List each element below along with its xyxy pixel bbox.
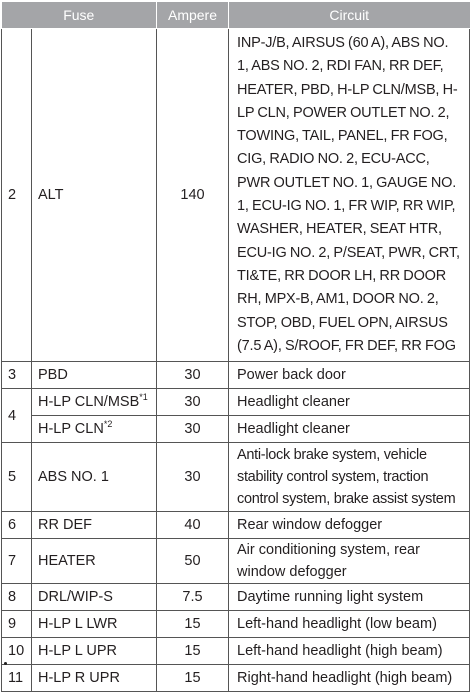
fuse-ampere: 30 [157,389,229,416]
table-header-row [2,2,470,29]
fuse-number: 8 [2,584,32,611]
fuse-circuit: Daytime running light system [229,584,470,611]
fuse-ampere: 15 [157,611,229,638]
table-row [2,584,470,611]
header-fuse: Fuse [2,2,157,29]
table-row [2,389,470,416]
fuse-name: H-LP L LWR [32,611,157,638]
fuse-name [32,389,157,416]
table-row [2,416,470,443]
table-row [2,29,470,362]
footnote-marker: *2 [103,419,113,430]
fuse-number: 6 [2,512,32,539]
fuse-ampere: 50 [157,539,229,584]
fuse-circuit: Left-hand headlight (low beam) [229,611,470,638]
fuse-name-text: H-LP CLN [38,421,104,438]
fuse-number: 9 [2,611,32,638]
fuse-number: 3 [2,362,32,389]
page-edge-mark [4,662,7,665]
fuse-ampere: 15 [157,638,229,665]
fuse-circuit: Right-hand headlight (high beam) [229,665,470,692]
table-row [2,443,470,512]
fuse-number: 11 [2,665,32,692]
fuse-ampere: 30 [157,362,229,389]
table-row [2,611,470,638]
fuse-ampere: 15 [157,665,229,692]
fuse-name: H-LP R UPR [32,665,157,692]
fuse-number: 10 [2,638,32,665]
fuse-name: DRL/WIP-S [32,584,157,611]
table-row [2,539,470,584]
fuse-circuit: Air conditioning system, rear window defogger [229,539,470,584]
table-row [2,512,470,539]
fuse-circuit: Headlight cleaner [229,389,470,416]
fuse-name: ALT [32,29,157,362]
fuse-name: PBD [32,362,157,389]
fuse-circuit: Anti-lock brake system, vehicle stability control system, traction control system, brake assist system [229,443,470,512]
table-row [2,665,470,692]
fuse-name-text: H-LP CLN/MSB [38,394,140,411]
fuse-number: 4 [2,389,32,443]
fuse-name: HEATER [32,539,157,584]
fuse-circuit: Headlight cleaner [229,416,470,443]
fuse-circuit: Left-hand headlight (high beam) [229,638,470,665]
fuse-circuit: Power back door [229,362,470,389]
footnote-marker: *1 [139,392,148,403]
fuse-ampere: 40 [157,512,229,539]
fuse-ampere: 30 [157,443,229,512]
fuse-ampere: 140 [157,29,229,362]
fuse-number: 2 [2,29,32,362]
fuse-name [32,416,157,443]
header-ampere: Ampere [157,2,229,29]
fuse-name: H-LP L UPR [32,638,157,665]
fuse-number: 7 [2,539,32,584]
table-row [2,362,470,389]
fuse-name: RR DEF [32,512,157,539]
header-circuit: Circuit [229,2,470,29]
fuse-circuit: Rear window defogger [229,512,470,539]
fuse-name: ABS NO. 1 [32,443,157,512]
fuse-table [1,2,470,692]
fuse-ampere: 7.5 [157,584,229,611]
fuse-circuit: INP-J/B, AIRSUS (60 A), ABS NO. 1, ABS NO. 2, RDI FAN, RR DEF, HEATER, PBD, H-LP CLN/MSB, H-LP CLN, POWER OUTLET NO. 2, TOWING, TAIL, PANEL, FR FOG, CIG, RADIO NO. 2, ECU-ACC, PWR OUTLET NO. 1, GAUGE NO. 1, ECU-IG NO. 1, FR WIP, RR WIP, WASHER, HEATER, SEAT HTR, ECU-IG NO. 2, P/SEAT, PWR, CRT, TI&TE, RR DOOR LH, RR DOOR RH, MPX-B, AM1, DOOR NO. 2, STOP, OBD, FUEL OPN, AIRSUS (7.5 A), S/ROOF, FR DEF, RR FOG [229,29,470,362]
fuse-number: 5 [2,443,32,512]
fuse-ampere: 30 [157,416,229,443]
table-row [2,638,470,665]
